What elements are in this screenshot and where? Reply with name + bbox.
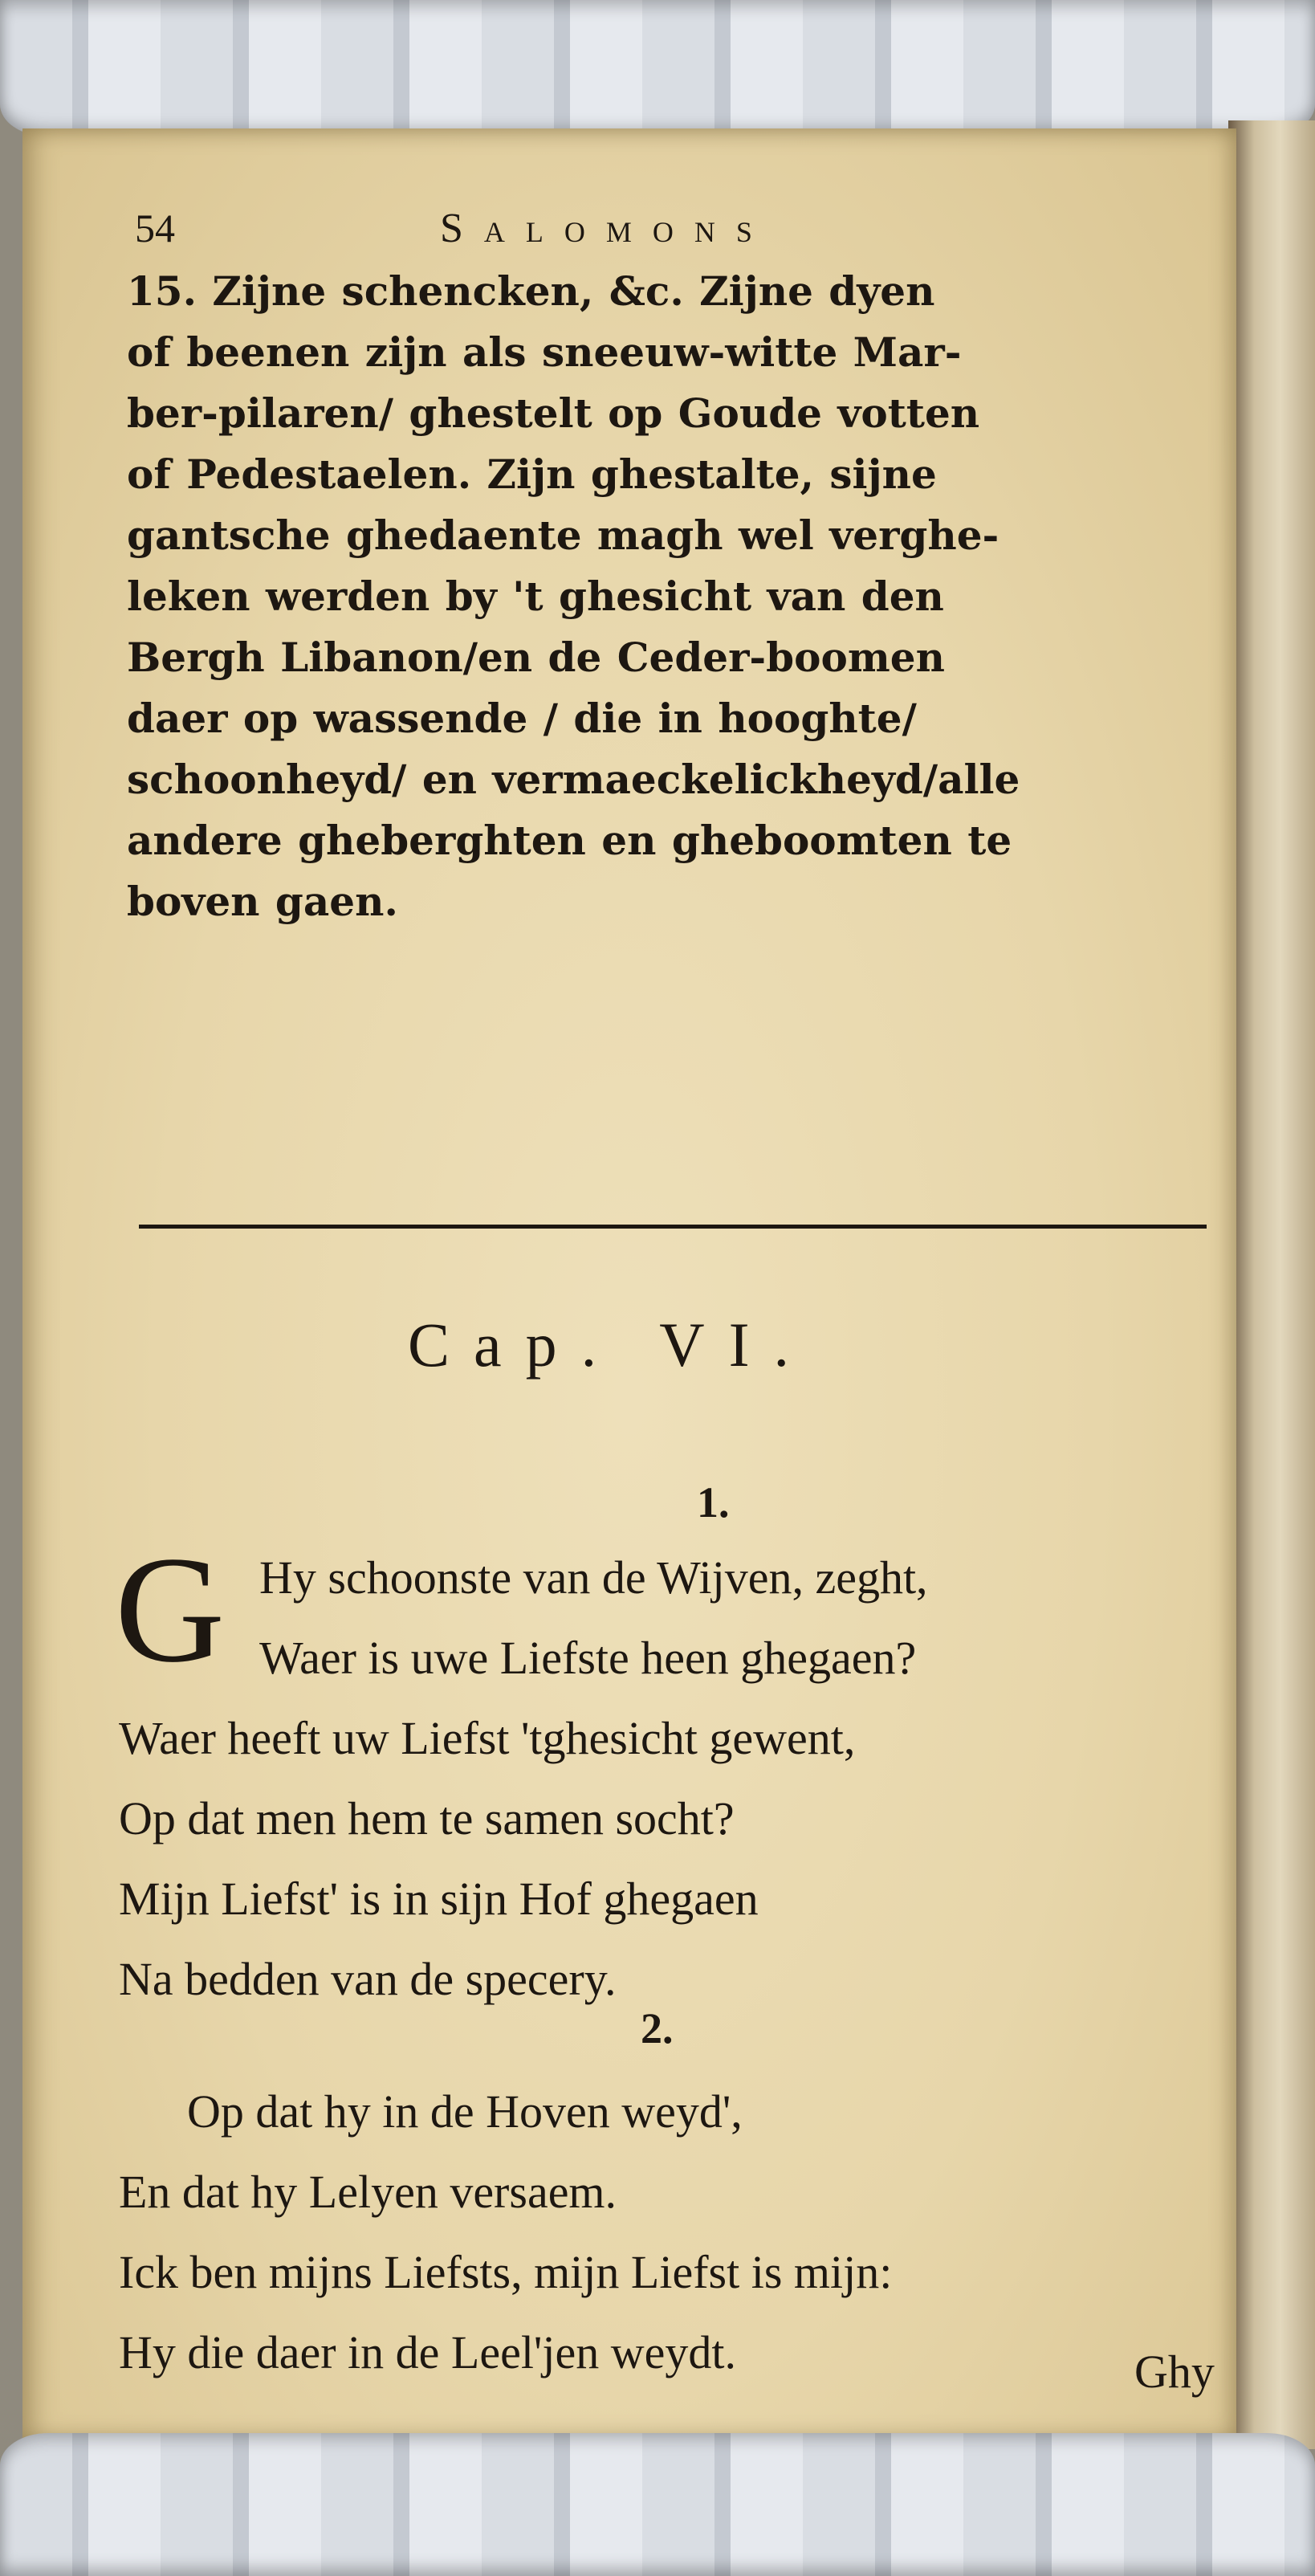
verse-line: Waer heeft uw Liefst 'tghesicht gewent, [119,1712,856,1764]
drop-cap: G [115,1526,226,1694]
verse-1 [119,1538,928,2020]
verse-line: Na bedden van de specery. [119,1953,617,2005]
running-title: Salomons [440,206,773,251]
verse-2 [119,2072,892,2393]
page-number: 54 [135,206,175,251]
verse-line: Hy schoonste van de Wijven, zeght, [259,1551,928,1604]
page-stack-edge [1228,120,1315,2449]
verse-line: Op dat hy in de Hoven weyd', [187,2085,743,2138]
verse-number: 1. [697,1478,730,1526]
commentary-line: boven gaen. [127,878,398,925]
verse-line: Hy die daer in de Leel'jen weydt. [119,2326,736,2378]
book-cradle-fabric-top [0,0,1315,137]
commentary-line: daer op wassende / die in hooghte/ [127,695,917,742]
verse-line: Op dat men hem te samen socht? [119,1792,735,1844]
chapter-heading: Cap. VI. [408,1310,814,1380]
commentary-line: ber-pilaren/ ghestelt op Goude votten [127,389,980,437]
verse-line: Mijn Liefst' is in sijn Hof ghegaen [119,1873,759,1925]
commentary-line: 15. Zijne schencken, &c. Zijne dyen [127,267,935,315]
commentary-line: gantsche ghedaente magh wel verghe- [127,512,999,559]
commentary-line: Bergh Libanon/en de Ceder-boomen [127,634,945,681]
commentary-block [127,261,1219,932]
verse-line: Waer is uwe Liefste heen ghegaen? [259,1632,917,1684]
book-page [22,128,1236,2441]
section-rule [139,1225,1207,1229]
catchword: Ghy [1134,2346,1215,2398]
commentary-line: leken werden by 't ghesicht van den [127,573,944,620]
commentary-line: andere gheberghten en gheboomten te [127,817,1012,864]
verse-line: Ick ben mijns Liefsts, mijn Liefst is mijn: [119,2246,893,2298]
verse-number: 2. [641,2004,674,2052]
book-cradle-fabric-bottom [0,2433,1315,2576]
commentary-line: of beenen zijn als sneeuw-witte Mar- [127,328,962,376]
commentary-line: of Pedestaelen. Zijn ghestalte, sijne [127,450,937,498]
commentary-line: schoonheyd/ en vermaeckelickheyd/alle [127,756,1020,803]
verse-line: En dat hy Lelyen versaem. [119,2166,617,2218]
